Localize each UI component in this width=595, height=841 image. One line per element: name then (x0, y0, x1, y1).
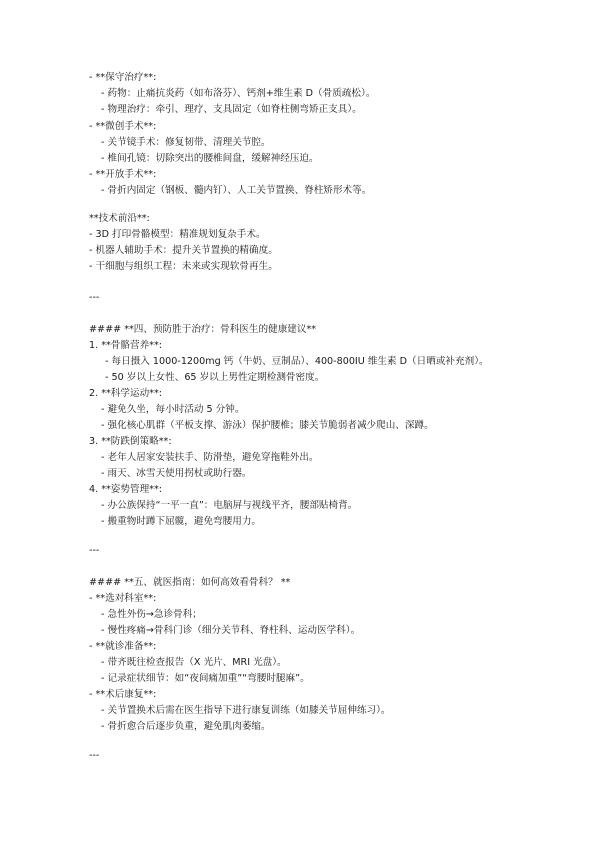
department-heading: - **选对科室**: (89, 593, 157, 604)
preparation-heading: - **就诊准备**: (89, 641, 157, 652)
divider: --- (89, 292, 100, 303)
intervertebral-item: - 椎间孔镜：切除突出的腰椎间盘，缓解神经压迫。 (101, 153, 319, 164)
conservative-treatment-heading: - **保守治疗**: (89, 72, 157, 83)
fall-prevention-heading: 3. **防跌倒策略**: (89, 436, 172, 447)
arthroscopy-item: - 关节镜手术：修复韧带、清理关节腔。 (101, 137, 271, 148)
nutrition-calcium-item: - 每日摄入 1000-1200mg 钙（牛奶、豆制品）、400-800IU 维生素 D（日晒或补充剂）。 (105, 356, 489, 367)
divider: --- (89, 750, 100, 761)
open-surgery-item: - 骨折内固定（钢板、髓内钉）、人工关节置换、脊柱矫形术等。 (101, 185, 372, 196)
department-acute-item: - 急性外伤→急诊骨科； (101, 609, 202, 620)
section5-heading: #### **五、就医指南：如何高效看骨科？ ** (89, 577, 291, 588)
department-chronic-item: - 慢性疼痛→骨科门诊（细分关节科、脊柱科、运动医学科）。 (101, 625, 361, 636)
preparation-reports-item: - 带齐既往检查报告（X 光片、MRI 光盘）。 (101, 657, 287, 668)
divider: --- (89, 545, 100, 556)
fall-weather-item: - 雨天、冰雪天使用拐杖或助行器。 (101, 468, 252, 479)
frontier-heading: **技术前沿**: (89, 213, 150, 224)
posture-heading: 4. **姿势管理**: (89, 484, 162, 495)
exercise-sitting-item: - 避免久坐，每小时活动 5 分钟。 (101, 404, 245, 415)
recovery-training-item: - 关节置换术后需在医生指导下进行康复训练（如膝关节屈伸练习）。 (101, 705, 391, 716)
nutrition-density-item: - 50 岁以上女性、65 岁以上男性定期检测骨密度。 (105, 372, 325, 383)
posture-lifting-item: - 搬重物时蹲下屈髋，避免弯腰用力。 (101, 516, 262, 527)
minimally-invasive-heading: - **微创手术**: (89, 121, 157, 132)
fall-home-item: - 老年人居家安装扶手、防滑垫，避免穿拖鞋外出。 (101, 452, 319, 463)
conservative-physical-item: - 物理治疗：牵引、理疗、支具固定（如脊柱侧弯矫正支具）。 (101, 104, 362, 115)
frontier-robot-item: - 机器人辅助手术：提升关节置换的精确度。 (89, 245, 278, 256)
frontier-3d-item: - 3D 打印骨骼模型：精准规划复杂手术。 (89, 229, 266, 240)
posture-office-item: - 办公族保持“一平一直”：电脑屏与视线平齐，腰部贴椅背。 (101, 500, 358, 511)
recovery-weight-item: - 骨折愈合后逐步负重，避免肌肉萎缩。 (101, 721, 271, 732)
exercise-heading: 2. **科学运动**: (89, 388, 162, 399)
exercise-core-item: - 强化核心肌群（平板支撑、游泳）保护腰椎；膝关节脆弱者减少爬山、深蹲。 (101, 420, 434, 431)
recovery-heading: - **术后康复**: (89, 689, 157, 700)
frontier-stemcell-item: - 干细胞与组织工程：未来或实现软骨再生。 (89, 261, 278, 272)
preparation-symptoms-item: - 记录症状细节：如“夜间痛加重”“弯腰时腿麻”。 (101, 673, 310, 684)
open-surgery-heading: - **开放手术**: (89, 169, 157, 180)
nutrition-heading: 1. **骨骼营养**: (89, 340, 162, 351)
section4-heading: #### **四、预防胜于治疗：骨科医生的健康建议** (89, 324, 317, 335)
conservative-drug-item: - 药物：止痛抗炎药（如布洛芬）、钙剂+维生素 D（骨质疏松）。 (101, 88, 376, 99)
